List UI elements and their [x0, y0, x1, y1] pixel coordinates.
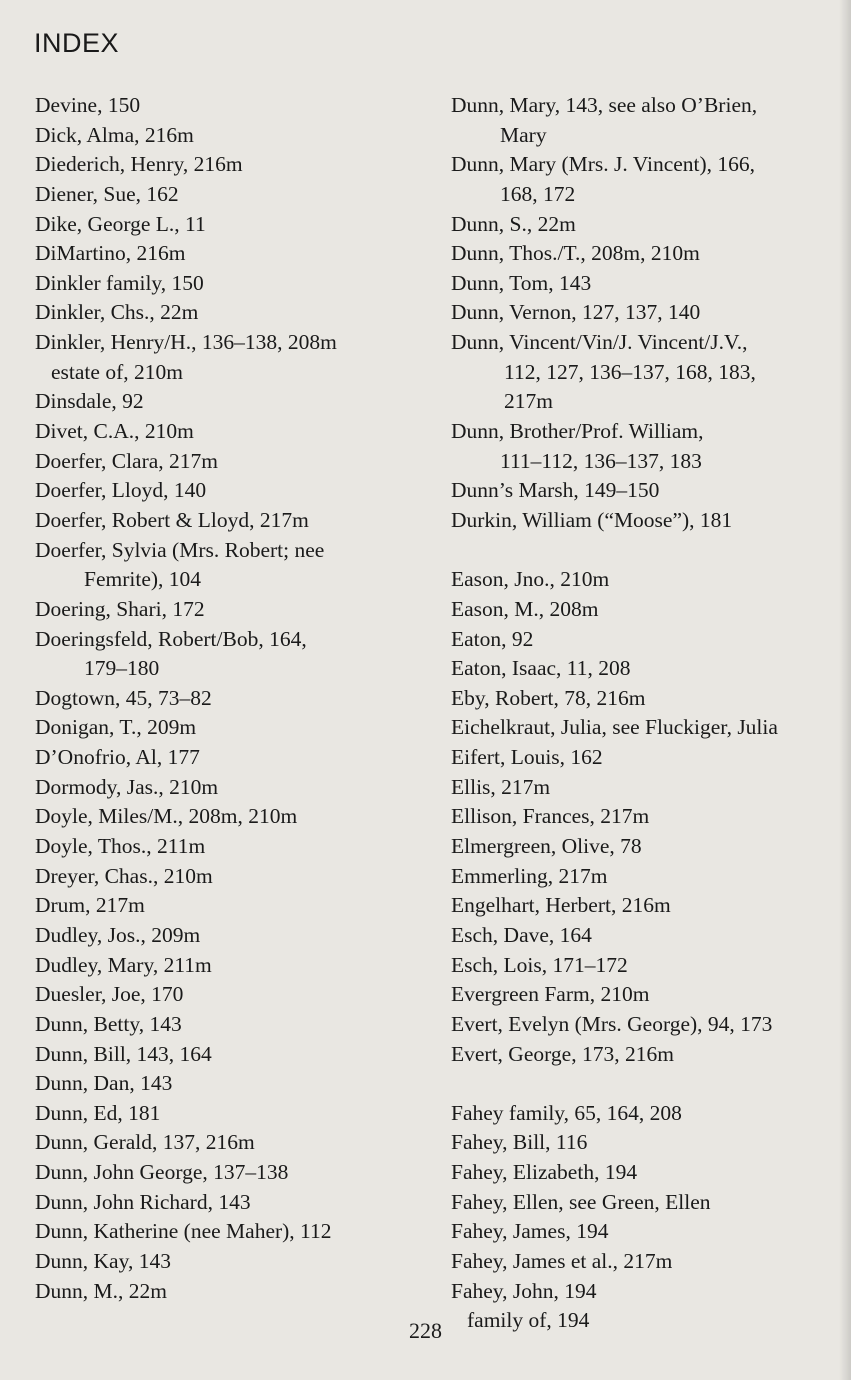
index-entry: Dunn’s Marsh, 149–150 — [451, 478, 660, 503]
index-entry: Diederich, Henry, 216m — [35, 152, 243, 177]
index-entry: Dunn, Vernon, 127, 137, 140 — [451, 300, 701, 325]
index-entry: Dreyer, Chas., 210m — [35, 863, 213, 888]
index-spacer — [451, 536, 846, 566]
index-entry: Evert, George, 173, 216m — [451, 1041, 674, 1066]
index-entry: Dinkler, Chs., 22m — [35, 300, 199, 325]
index-entry: Dunn, John George, 137–138 — [35, 1160, 289, 1185]
index-entry: Elmergreen, Olive, 78 — [451, 834, 642, 859]
index-entry: Fahey, Elizabeth, 194 — [451, 1160, 638, 1185]
index-entry: Dunn, John Richard, 143 — [35, 1189, 251, 1214]
index-entry: Femrite), 104 — [84, 567, 202, 592]
index-entry: Drum, 217m — [35, 893, 145, 918]
index-entry: family of, 194 — [467, 1308, 590, 1333]
index-entry: Fahey, Bill, 116 — [451, 1130, 588, 1155]
page-title: INDEX — [34, 28, 120, 58]
index-entry: Mary — [500, 122, 547, 147]
index-entry: Dunn, Vincent/Vin/J. Vincent/J.V., — [451, 330, 748, 355]
index-entry: Duesler, Joe, 170 — [35, 982, 184, 1007]
index-entry: Eaton, 92 — [451, 626, 534, 651]
index-entry: Diener, Sue, 162 — [35, 181, 179, 206]
index-entry: Dogtown, 45, 73–82 — [35, 685, 212, 710]
index-entry: Ellis, 217m — [451, 774, 551, 799]
index-entry: Dunn, Thos./T., 208m, 210m — [451, 241, 700, 266]
index-entry: Dunn, Bill, 143, 164 — [35, 1041, 212, 1066]
index-entry: Engelhart, Herbert, 216m — [451, 893, 671, 918]
index-entry: Emmerling, 217m — [451, 863, 608, 888]
index-entry: Dunn, Brother/Prof. William, — [451, 419, 704, 444]
index-entry: Dunn, Betty, 143 — [35, 1011, 182, 1036]
index-entry: Doeringsfeld, Robert/Bob, 164, — [35, 626, 307, 651]
index-entry: Doyle, Thos., 211m — [35, 834, 206, 859]
index-entry: D’Onofrio, Al, 177 — [35, 745, 200, 770]
index-entry: Doerfer, Lloyd, 140 — [35, 478, 207, 503]
index-entry: Evert, Evelyn (Mrs. George), 94, 173 — [451, 1011, 773, 1036]
index-entry: Doerfer, Robert & Lloyd, 217m — [35, 507, 309, 532]
index-column-left — [35, 91, 430, 1306]
index-entry: Dudley, Mary, 211m — [35, 952, 212, 977]
index-entry: Doyle, Miles/M., 208m, 210m — [35, 804, 298, 829]
index-entry: Fahey, John, 194 — [451, 1278, 597, 1303]
index-column-right — [451, 91, 846, 1336]
index-entry: Eby, Robert, 78, 216m — [451, 685, 646, 710]
index-entry: Eifert, Louis, 162 — [451, 745, 603, 770]
index-entry: Esch, Dave, 164 — [451, 922, 592, 947]
index-entry: Dunn, Dan, 143 — [35, 1071, 173, 1096]
index-entry: Durkin, William (“Moose”), 181 — [451, 507, 733, 532]
page-number: 228 — [409, 1318, 442, 1343]
index-entry: Donigan, T., 209m — [35, 715, 197, 740]
index-entry: Dunn, Mary (Mrs. J. Vincent), 166, — [451, 152, 756, 177]
index-entry: Doering, Shari, 172 — [35, 596, 205, 621]
index-entry: DiMartino, 216m — [35, 241, 186, 266]
index-entry: Dormody, Jas., 210m — [35, 774, 219, 799]
index-entry: Evergreen Farm, 210m — [451, 982, 650, 1007]
index-entry: Eason, M., 208m — [451, 596, 599, 621]
index-entry: Fahey family, 65, 164, 208 — [451, 1100, 682, 1125]
index-entry: Dunn, Kay, 143 — [35, 1248, 171, 1273]
index-entry: Dinkler, Henry/H., 136–138, 208m — [35, 330, 337, 355]
index-entry: 111–112, 136–137, 183 — [500, 448, 702, 473]
index-entry: Dudley, Jos., 209m — [35, 922, 201, 947]
index-entry: Esch, Lois, 171–172 — [451, 952, 628, 977]
index-entry: Devine, 150 — [35, 93, 141, 117]
index-entry: 112, 127, 136–137, 168, 183, — [504, 359, 756, 384]
index-entry: Dunn, S., 22m — [451, 211, 576, 236]
index-entry: Dick, Alma, 216m — [35, 122, 194, 147]
index-entry: Dunn, M., 22m — [35, 1278, 167, 1303]
index-entry: 179–180 — [84, 656, 160, 681]
index-entry: Doerfer, Clara, 217m — [35, 448, 219, 473]
index-entry: Dinkler family, 150 — [35, 270, 204, 295]
index-entry: Eaton, Isaac, 11, 208 — [451, 656, 631, 681]
index-entry: Eason, Jno., 210m — [451, 567, 610, 592]
page-edge-shadow — [839, 0, 851, 1380]
index-entry: Dunn, Ed, 181 — [35, 1100, 161, 1125]
index-entry: Fahey, James, 194 — [451, 1219, 609, 1244]
index-entry: 168, 172 — [500, 181, 576, 206]
index-entry: 217m — [504, 389, 553, 414]
index-entry: Fahey, James et al., 217m — [451, 1248, 673, 1273]
index-entry: Dike, George L., 11 — [35, 211, 206, 236]
index-entry: estate of, 210m — [51, 359, 183, 384]
index-entry: Fahey, Ellen, see Green, Ellen — [451, 1189, 711, 1214]
index-entry: Dunn, Mary, 143, see also O’Brien, — [451, 93, 758, 117]
index-entry: Divet, C.A., 210m — [35, 419, 194, 444]
index-entry: Dunn, Katherine (nee Maher), 112 — [35, 1219, 332, 1244]
index-entry: Doerfer, Sylvia (Mrs. Robert; nee — [35, 537, 325, 562]
index-entry: Dunn, Tom, 143 — [451, 270, 592, 295]
index-entry: Dinsdale, 92 — [35, 389, 144, 414]
index-spacer — [451, 1069, 846, 1099]
index-entry: Dunn, Gerald, 137, 216m — [35, 1130, 255, 1155]
index-entry: Eichelkraut, Julia, see Fluckiger, Julia — [451, 715, 778, 740]
index-entry: Ellison, Frances, 217m — [451, 804, 650, 829]
